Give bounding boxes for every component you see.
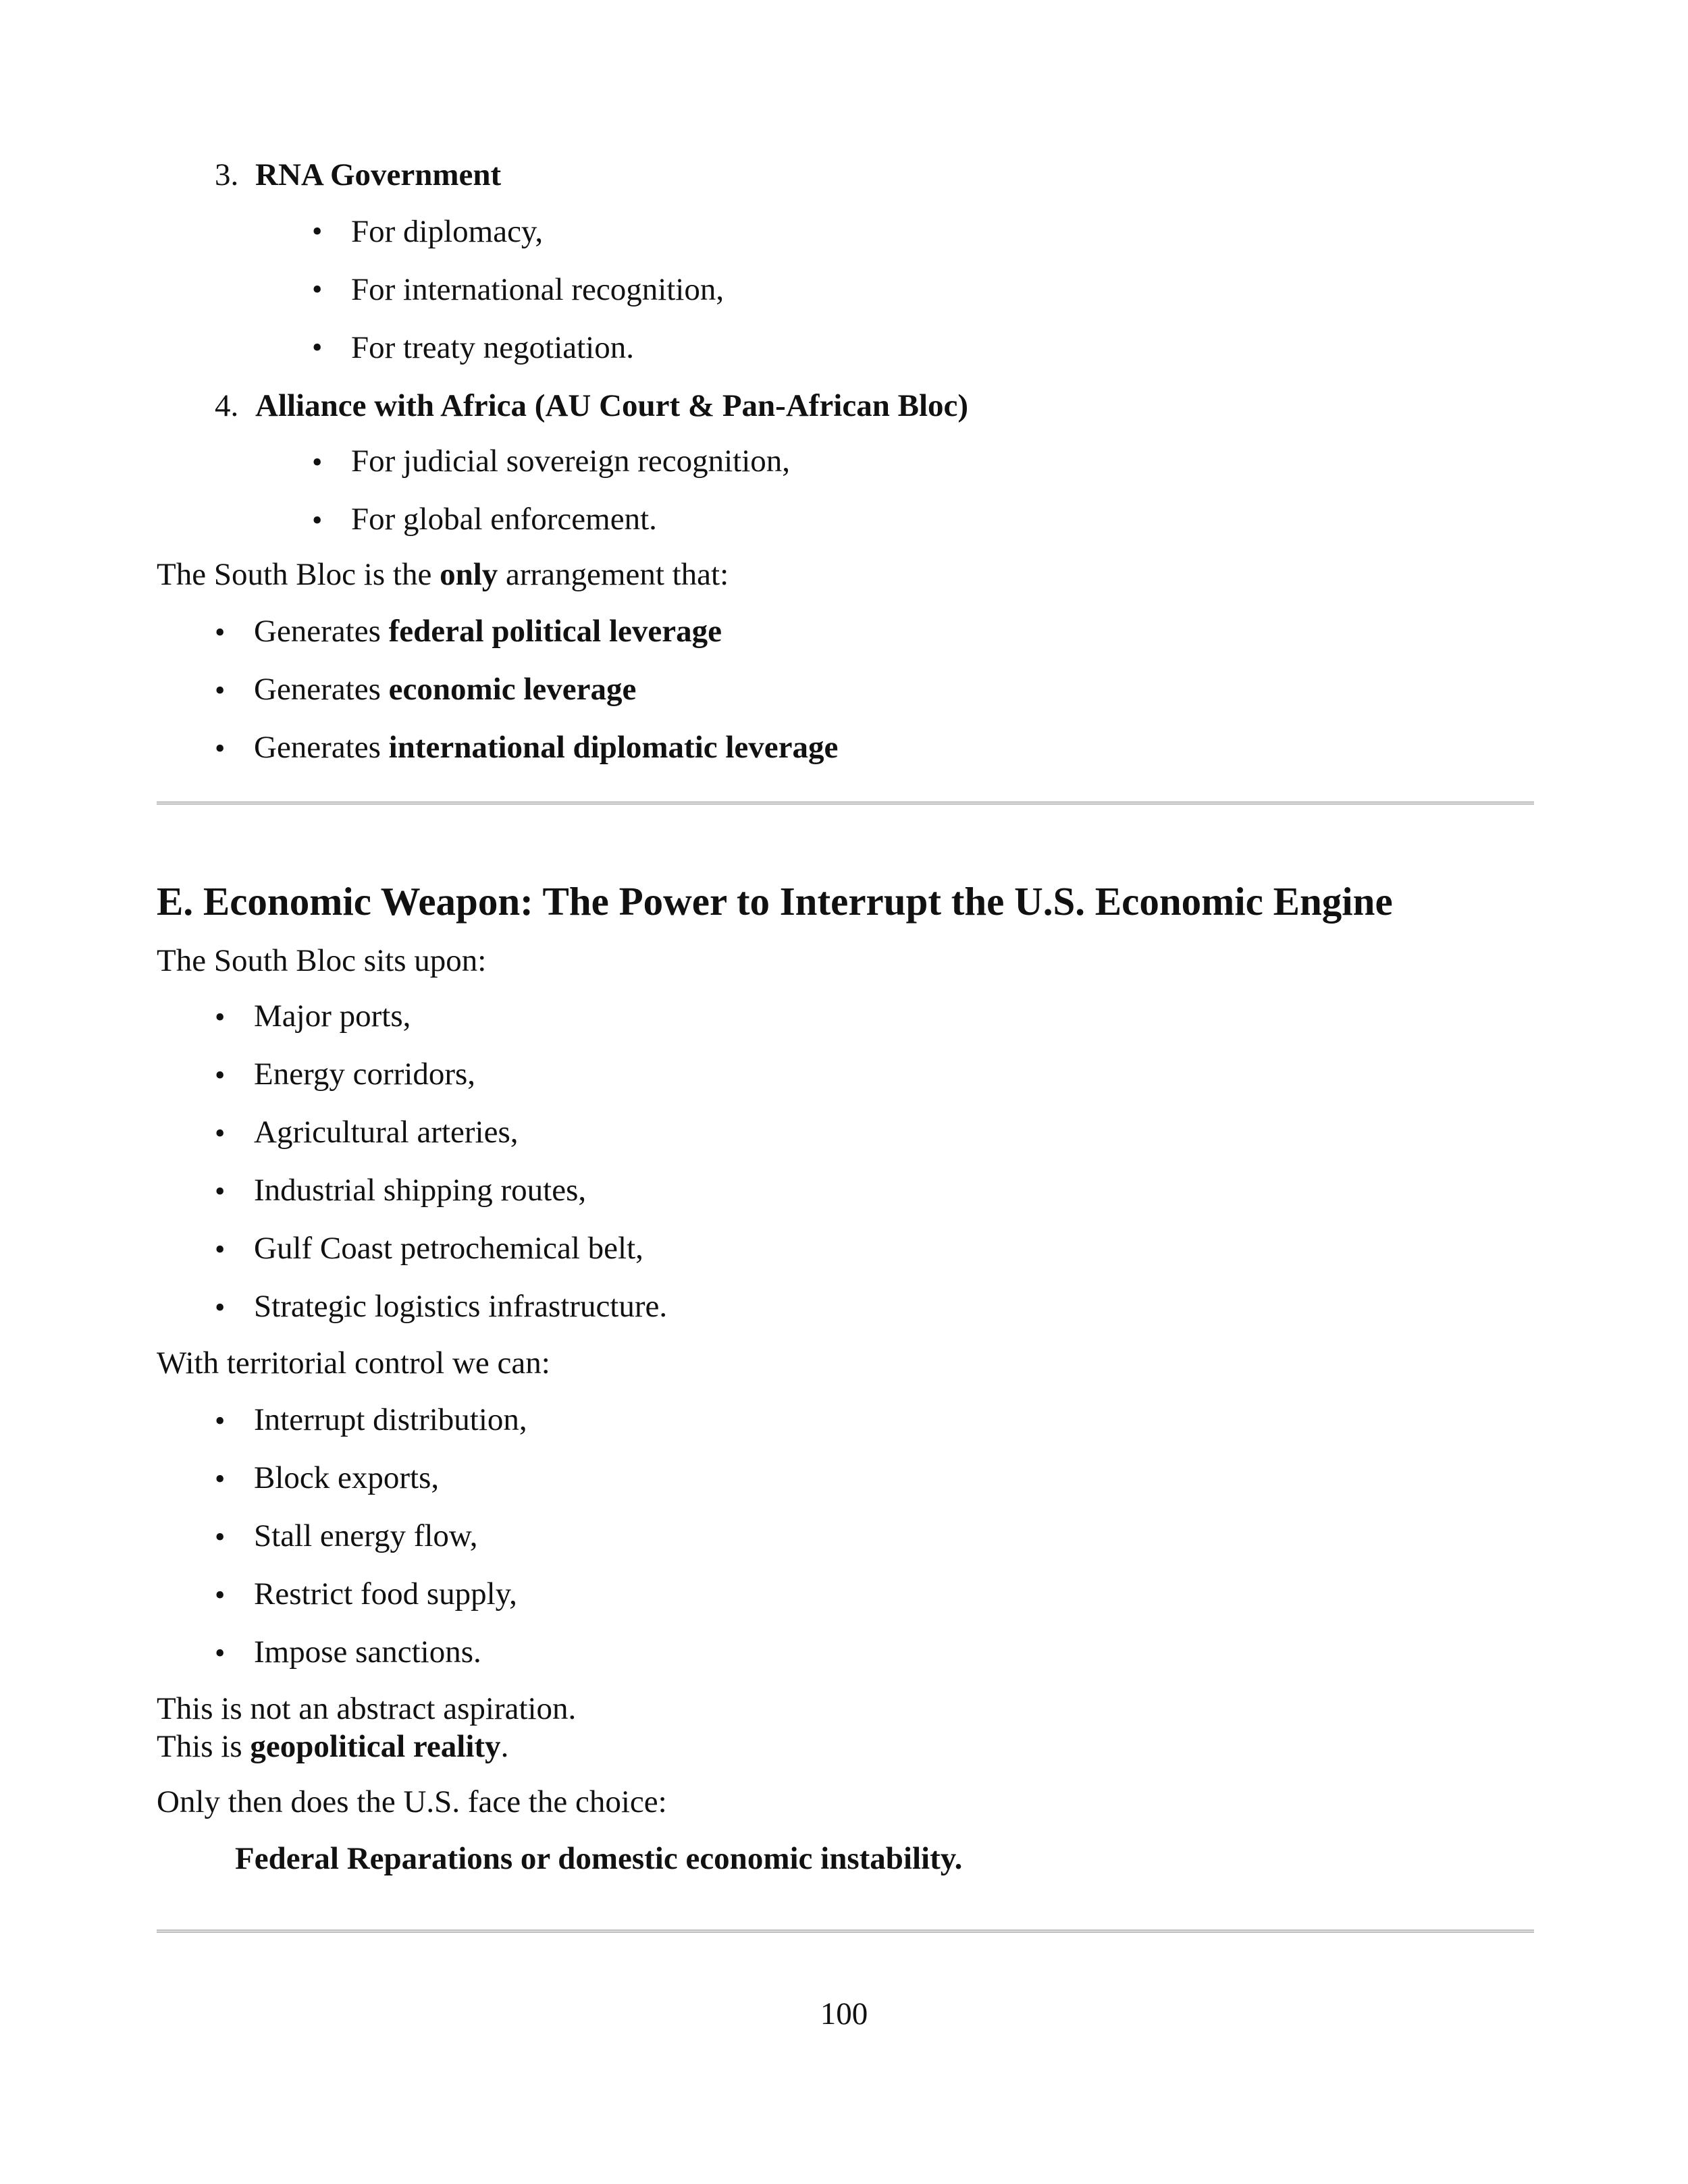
item-title-rna-government: RNA Government xyxy=(255,157,502,192)
list-item xyxy=(254,613,722,649)
list-item: Industrial shipping routes, xyxy=(254,1173,587,1208)
bullet-marker: • xyxy=(215,1117,226,1150)
text-run: . xyxy=(500,1729,509,1764)
text-run: Generates xyxy=(254,614,389,649)
text-run: This is xyxy=(157,1729,250,1764)
bullet-marker: • xyxy=(215,1001,226,1034)
list-item: For international recognition, xyxy=(351,272,724,307)
bullet-marker: • xyxy=(215,1462,226,1495)
list-item: Strategic logistics infrastructure. xyxy=(254,1289,668,1324)
bullet-marker: • xyxy=(312,273,323,306)
emphasis-only: only xyxy=(440,557,498,592)
section-heading: E. Economic Weapon: The Power to Interrupt the U.S. Economic Engine xyxy=(157,879,1393,924)
list-item: Block exports, xyxy=(254,1460,440,1495)
list-item: Gulf Coast petrochemical belt, xyxy=(254,1231,643,1266)
list-item: Interrupt distribution, xyxy=(254,1402,527,1437)
item-title-alliance-africa: Alliance with Africa (AU Court & Pan-African Bloc) xyxy=(255,388,969,423)
bullet-marker: • xyxy=(312,504,323,537)
bullet-marker: • xyxy=(215,1233,226,1266)
bullet-marker: • xyxy=(215,1291,226,1324)
text-run: arrangement that: xyxy=(498,557,729,592)
bullet-marker: • xyxy=(312,331,323,364)
bullet-marker: • xyxy=(215,1059,226,1092)
section-intro: The South Bloc sits upon: xyxy=(157,943,487,978)
bullet-marker: • xyxy=(215,674,226,707)
emphasis: economic leverage xyxy=(388,672,637,707)
text-run: Generates xyxy=(254,672,389,707)
bullet-marker: • xyxy=(215,1404,226,1437)
emphasis-geopolitical-reality: geopolitical reality xyxy=(250,1729,501,1764)
bullet-marker: • xyxy=(312,446,323,479)
control-intro: With territorial control we can: xyxy=(157,1346,550,1381)
bullet-marker: • xyxy=(215,1520,226,1553)
list-item: For treaty negotiation. xyxy=(351,330,634,365)
horizontal-rule xyxy=(157,1929,1534,1933)
choice-statement: Federal Reparations or domestic economic instability. xyxy=(235,1841,963,1876)
bullet-marker: • xyxy=(215,732,226,765)
list-item: For global enforcement. xyxy=(351,502,657,537)
list-item xyxy=(254,729,838,766)
statement-line-1: This is not an abstract aspiration. xyxy=(157,1691,577,1726)
south-bloc-paragraph xyxy=(157,556,729,593)
bullet-marker: • xyxy=(215,1175,226,1208)
bullet-marker: • xyxy=(215,1636,226,1670)
list-number-3: 3. xyxy=(215,157,239,192)
horizontal-rule xyxy=(157,801,1534,805)
list-number-4: 4. xyxy=(215,388,239,423)
list-item: Restrict food supply, xyxy=(254,1576,517,1612)
page-number: 100 xyxy=(820,1996,868,2031)
list-item: Stall energy flow, xyxy=(254,1518,478,1553)
bullet-marker: • xyxy=(215,616,226,649)
list-item: For judicial sovereign recognition, xyxy=(351,444,791,479)
list-item: Impose sanctions. xyxy=(254,1634,481,1670)
statement-line-2 xyxy=(157,1728,508,1765)
list-item: Major ports, xyxy=(254,998,411,1034)
choice-intro: Only then does the U.S. face the choice: xyxy=(157,1784,667,1819)
text-run: The South Bloc is the xyxy=(157,557,440,592)
emphasis: international diplomatic leverage xyxy=(388,730,839,765)
list-item: Agricultural arteries, xyxy=(254,1115,519,1150)
emphasis: federal political leverage xyxy=(388,614,722,649)
list-item: Energy corridors, xyxy=(254,1057,476,1092)
list-item xyxy=(254,671,636,708)
list-item: For diplomacy, xyxy=(351,214,544,249)
bullet-marker: • xyxy=(215,1578,226,1612)
bullet-marker: • xyxy=(312,215,323,248)
text-run: Generates xyxy=(254,730,389,765)
